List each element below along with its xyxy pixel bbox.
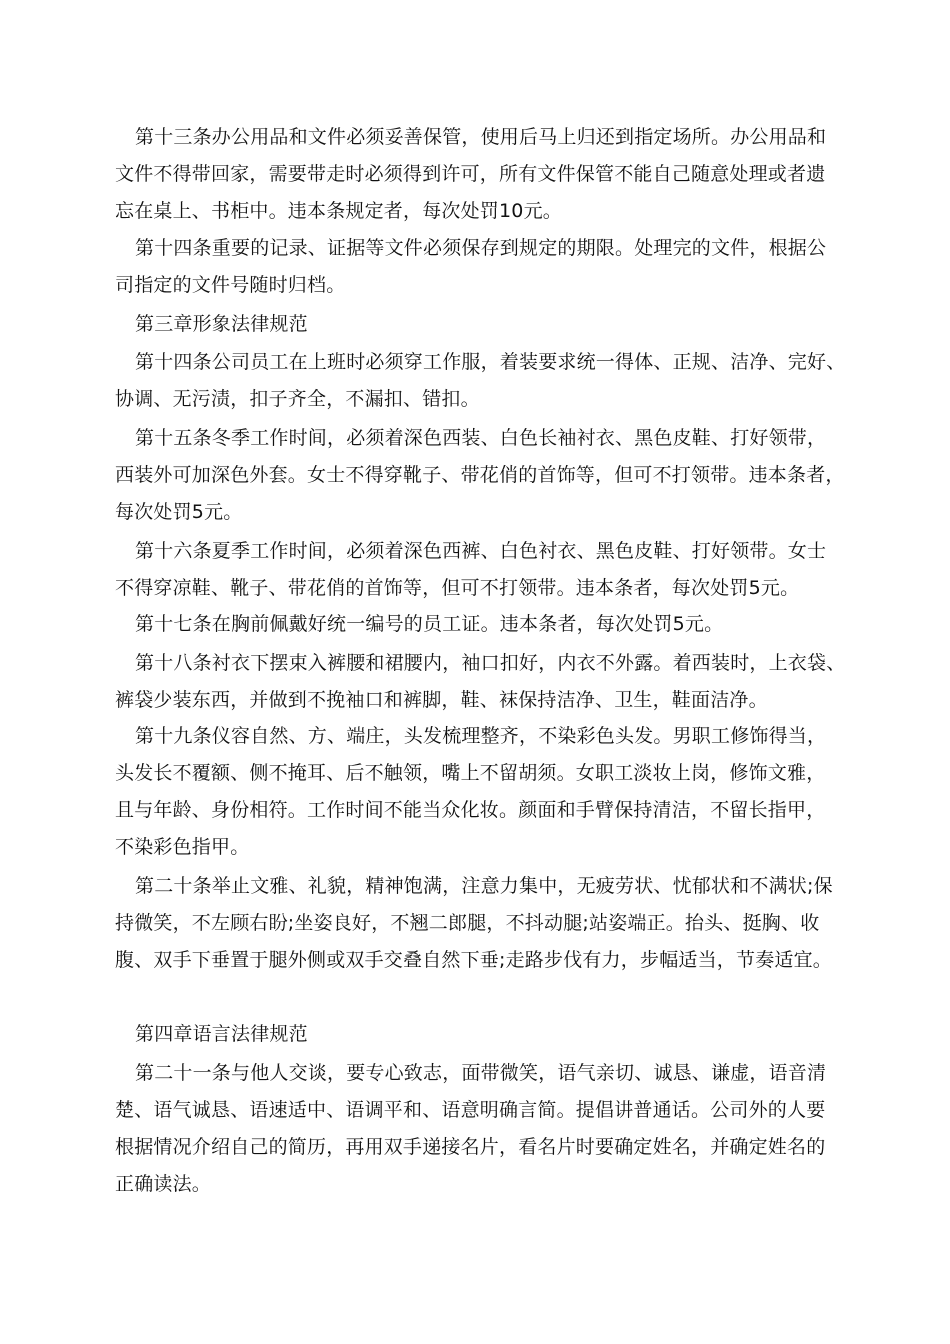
text-line: 且与年龄、身份相符。工作时间不能当众化妆。颜面和手臂保持清洁，不留长指甲， (115, 799, 826, 821)
text-line: 持微笑，不左顾右盼;坐姿良好，不翘二郎腿，不抖动腿;站姿端正。抬头、挺胸、收 (115, 912, 820, 934)
text-line: 第十七条在胸前佩戴好统一编号的员工证。违本条者，每次处罚5元。 (135, 613, 724, 635)
article-15-paragraph (115, 420, 855, 531)
text-line: 第二十一条与他人交谈，要专心致志，面带微笑，语气亲切、诚恳、谦虚，语音清 (135, 1062, 827, 1084)
text-line: 第十四条公司员工在上班时必须穿工作服，着装要求统一得体、正规、洁净、完好、 (135, 351, 846, 373)
article-16-paragraph (115, 533, 855, 607)
text-line: 第十八条衬衣下摆束入裤腰和裙腰内，袖口扣好，内衣不外露。着西装时，上衣袋、 (135, 652, 846, 674)
article-20-paragraph (115, 868, 855, 979)
chapter-4-heading (115, 1016, 855, 1053)
text-line: 正确读法。 (115, 1173, 212, 1195)
chapter-title: 第四章语言法律规范 (135, 1023, 308, 1045)
text-line: 根据情况介绍自己的简历，再用双手递接名片，看名片时要确定姓名，并确定姓名的 (115, 1136, 826, 1158)
text-line: 第二十条举止文雅、礼貌，精神饱满，注意力集中，无疲劳状、忧郁状和不满状;保 (135, 875, 833, 897)
text-line: 头发长不覆额、侧不掩耳、后不触领，嘴上不留胡须。女职工淡妆上岗，修饰文雅， (115, 762, 826, 784)
text-line: 第十五条冬季工作时间，必须着深色西装、白色长袖衬衣、黑色皮鞋、打好领带， (135, 427, 827, 449)
text-line: 不染彩色指甲。 (115, 836, 250, 858)
text-line: 腹、双手下垂置于腿外侧或双手交叠自然下垂;走路步伐有力，步幅适当，节奏适宜。 (115, 949, 833, 971)
text-line: 裤袋少装东西，并做到不挽袖口和裤脚，鞋、袜保持洁净、卫生，鞋面洁净。 (115, 689, 768, 711)
article-19-paragraph (115, 718, 855, 866)
text-line: 每次处罚5元。 (115, 501, 243, 523)
article-14b-paragraph (115, 344, 855, 418)
article-21-paragraph (115, 1055, 855, 1203)
chapter-title: 第三章形象法律规范 (135, 313, 308, 335)
article-18-paragraph (115, 645, 855, 719)
text-line: 不得穿凉鞋、靴子、带花俏的首饰等，但可不打领带。违本条者，每次处罚5元。 (115, 577, 800, 599)
chapter-3-heading (115, 306, 855, 343)
text-line: 西装外可加深色外套。女士不得穿靴子、带花俏的首饰等，但可不打领带。违本条者， (115, 464, 845, 486)
text-line: 第十四条重要的记录、证据等文件必须保存到规定的期限。处理完的文件，根据公 (135, 237, 827, 259)
article-17-paragraph (115, 606, 855, 643)
text-line: 忘在桌上、书柜中。违本条规定者，每次处罚10元。 (115, 200, 562, 222)
text-line: 第十三条办公用品和文件必须妥善保管，使用后马上归还到指定场所。办公用品和 (135, 126, 827, 148)
text-line: 楚、语气诚恳、语速适中、语调平和、语意明确言简。提倡讲普通话。公司外的人要 (115, 1099, 826, 1121)
text-line: 第十九条仪容自然、方、端庄，头发梳理整齐，不染彩色头发。男职工修饰得当， (135, 725, 827, 747)
text-line: 协调、无污渍，扣子齐全，不漏扣、错扣。 (115, 388, 480, 410)
text-line: 文件不得带回家，需要带走时必须得到许可，所有文件保管不能自己随意处理或者遗 (115, 163, 826, 185)
article-14a-paragraph (115, 230, 855, 304)
article-13-paragraph (115, 119, 855, 230)
text-line: 第十六条夏季工作时间，必须着深色西裤、白色衬衣、黑色皮鞋、打好领带。女士 (135, 540, 827, 562)
text-line: 司指定的文件号随时归档。 (115, 274, 346, 296)
